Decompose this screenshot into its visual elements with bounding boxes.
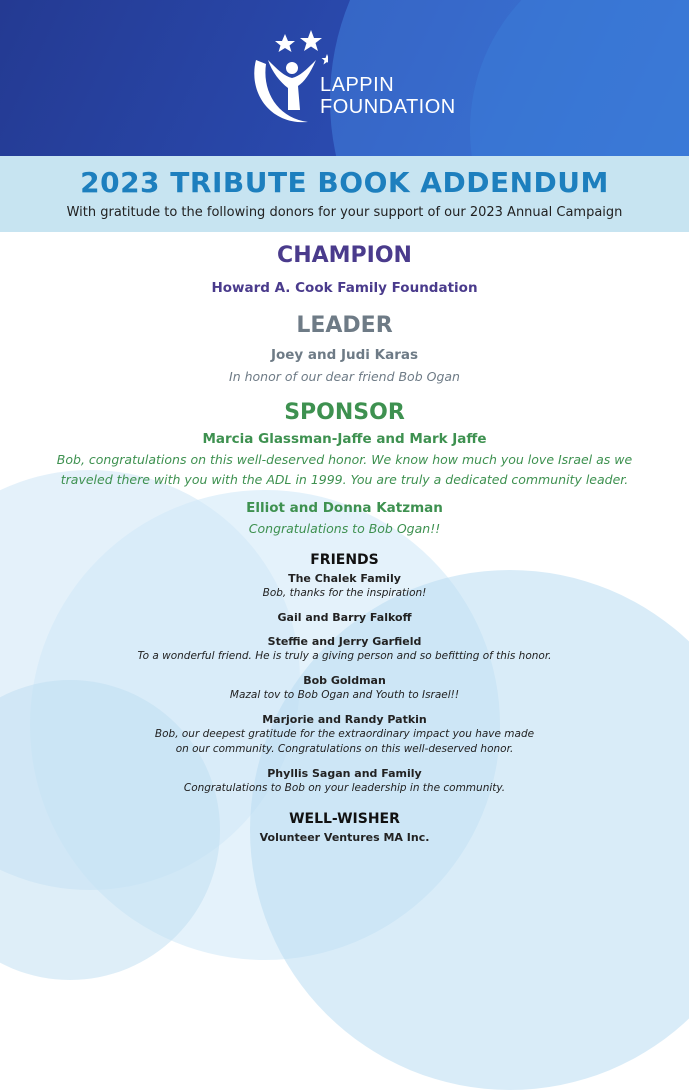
- champion-heading: CHAMPION: [277, 243, 412, 268]
- friend-note: Bob, our deepest gratitude for the extraordinary impact you have made: [154, 728, 535, 740]
- leader-name: Joey and Judi Karas: [270, 347, 419, 363]
- friend-name: Gail and Barry Falkoff: [277, 611, 412, 624]
- friends-heading: FRIENDS: [310, 552, 379, 568]
- page-subtitle: With gratitude to the following donors for your support of our 2023 Annual Campaign: [66, 205, 623, 220]
- donor-list: [0, 232, 689, 845]
- friend-name: The Chalek Family: [288, 572, 401, 585]
- sponsor-note: Congratulations to Bob Ogan!!: [248, 521, 441, 536]
- friend-note: Congratulations to Bob on your leadership in the community.: [183, 782, 506, 794]
- logo-line-1: LAPPIN: [320, 74, 395, 96]
- well-wisher-heading: WELL-WISHER: [289, 811, 400, 827]
- sponsor-note: traveled there with you with the ADL in 1999. You are truly a dedicated community leader.: [60, 472, 629, 487]
- friend-name: Phyllis Sagan and Family: [267, 767, 422, 780]
- leader-heading: LEADER: [296, 313, 393, 338]
- star-figure-icon: [248, 30, 328, 130]
- friend-note: on our community. Congratulations on this well-deserved honor.: [175, 743, 514, 755]
- well-wisher-name: Volunteer Ventures MA Inc.: [259, 831, 430, 844]
- friend-name: Bob Goldman: [303, 674, 386, 687]
- logo-wordmark: [320, 74, 456, 118]
- leader-note: In honor of our dear friend Bob Ogan: [229, 369, 460, 384]
- champion-name: Howard A. Cook Family Foundation: [211, 280, 478, 296]
- sponsor-name: Marcia Glassman-Jaffe and Mark Jaffe: [202, 431, 487, 447]
- sponsor-note: Bob, congratulations on this well-deserved honor. We know how much you love Israel as we: [56, 452, 633, 467]
- friend-note: To a wonderful friend. He is truly a giving person and so befitting of this honor.: [137, 650, 552, 662]
- decorative-circle: [470, 0, 689, 156]
- page-title: 2023 TRIBUTE BOOK ADDENDUM: [80, 166, 609, 199]
- friend-note: Bob, thanks for the inspiration!: [262, 587, 427, 599]
- lappin-foundation-logo: [248, 30, 468, 130]
- sponsor-heading: SPONSOR: [284, 400, 405, 425]
- logo-line-2: FOUNDATION: [320, 96, 456, 118]
- friend-name: Marjorie and Randy Patkin: [262, 713, 427, 726]
- friend-name: Steffie and Jerry Garfield: [267, 635, 422, 648]
- header-banner: [0, 0, 689, 156]
- sponsor-name: Elliot and Donna Katzman: [246, 500, 443, 516]
- friend-note: Mazal tov to Bob Ogan and Youth to Israel!!: [229, 689, 460, 701]
